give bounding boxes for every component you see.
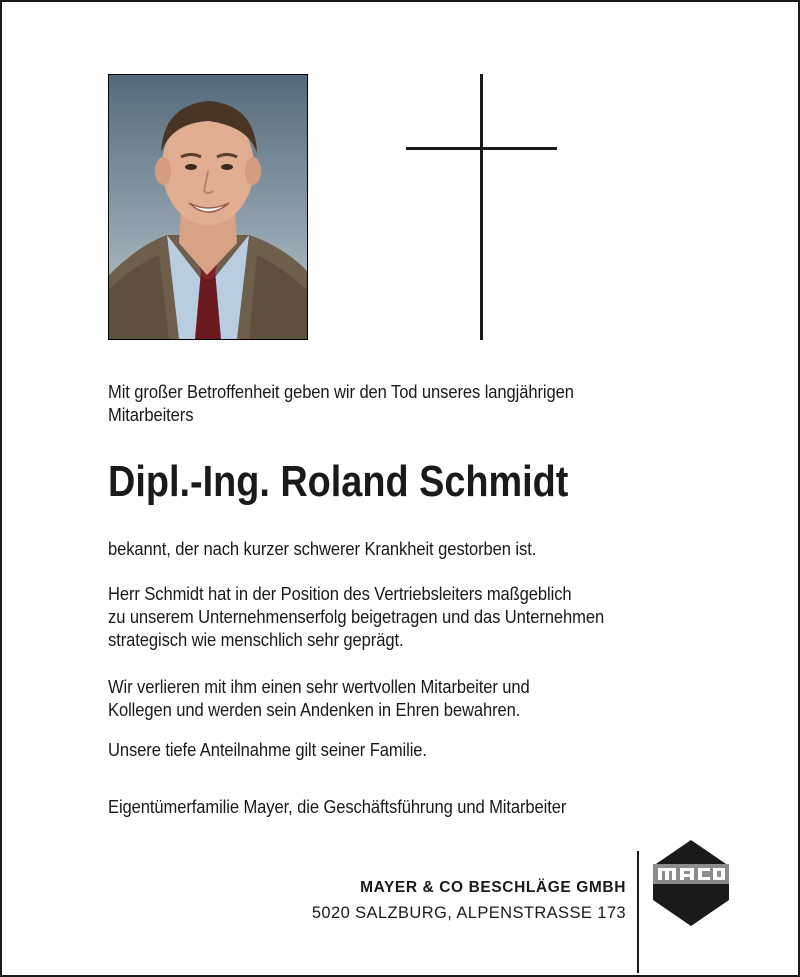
paragraph-line: zu unserem Unternehmenserfolg beigetragen und das Unternehmen <box>108 607 605 627</box>
intro-line-2: Mitarbeiters <box>108 405 194 425</box>
intro-line-1: Mit großer Betroffenheit geben wir den Tod unseres langjährigen <box>108 382 574 402</box>
paragraph-line: Wir verlieren mit ihm einen sehr wertvollen Mitarbeiter und <box>108 677 530 697</box>
intro-text <box>108 381 660 427</box>
deceased-name: Dipl.-Ing. Roland Schmidt <box>108 457 569 506</box>
paragraph-condolence <box>108 739 660 762</box>
paragraph-announcement <box>108 538 660 561</box>
cross-icon <box>404 74 560 342</box>
paragraph-line: Unsere tiefe Anteilnahme gilt seiner Familie. <box>108 740 427 760</box>
portrait-photo <box>108 74 308 340</box>
paragraph-line: Kollegen und werden sein Andenken in Ehren bewahren. <box>108 700 521 720</box>
company-name: MAYER & CO BESCHLÄGE GMBH <box>360 879 626 896</box>
signature-text <box>108 796 660 819</box>
paragraph-line: bekannt, der nach kurzer schwerer Krankheit gestorben ist. <box>108 539 537 559</box>
signature-line: Eigentümerfamilie Mayer, die Geschäftsführung und Mitarbeiter <box>108 797 567 817</box>
company-address: 5020 SALZBURG, ALPENSTRASSE 173 <box>311 904 626 922</box>
footer-divider <box>637 851 639 973</box>
paragraph-career <box>108 583 660 652</box>
paragraph-line: Herr Schmidt hat in der Position des Vertriebsleiters maßgeblich <box>108 584 572 604</box>
maco-logo-icon <box>651 838 731 928</box>
paragraph-remembrance <box>108 676 660 722</box>
paragraph-line: strategisch wie menschlich sehr geprägt. <box>108 630 404 650</box>
